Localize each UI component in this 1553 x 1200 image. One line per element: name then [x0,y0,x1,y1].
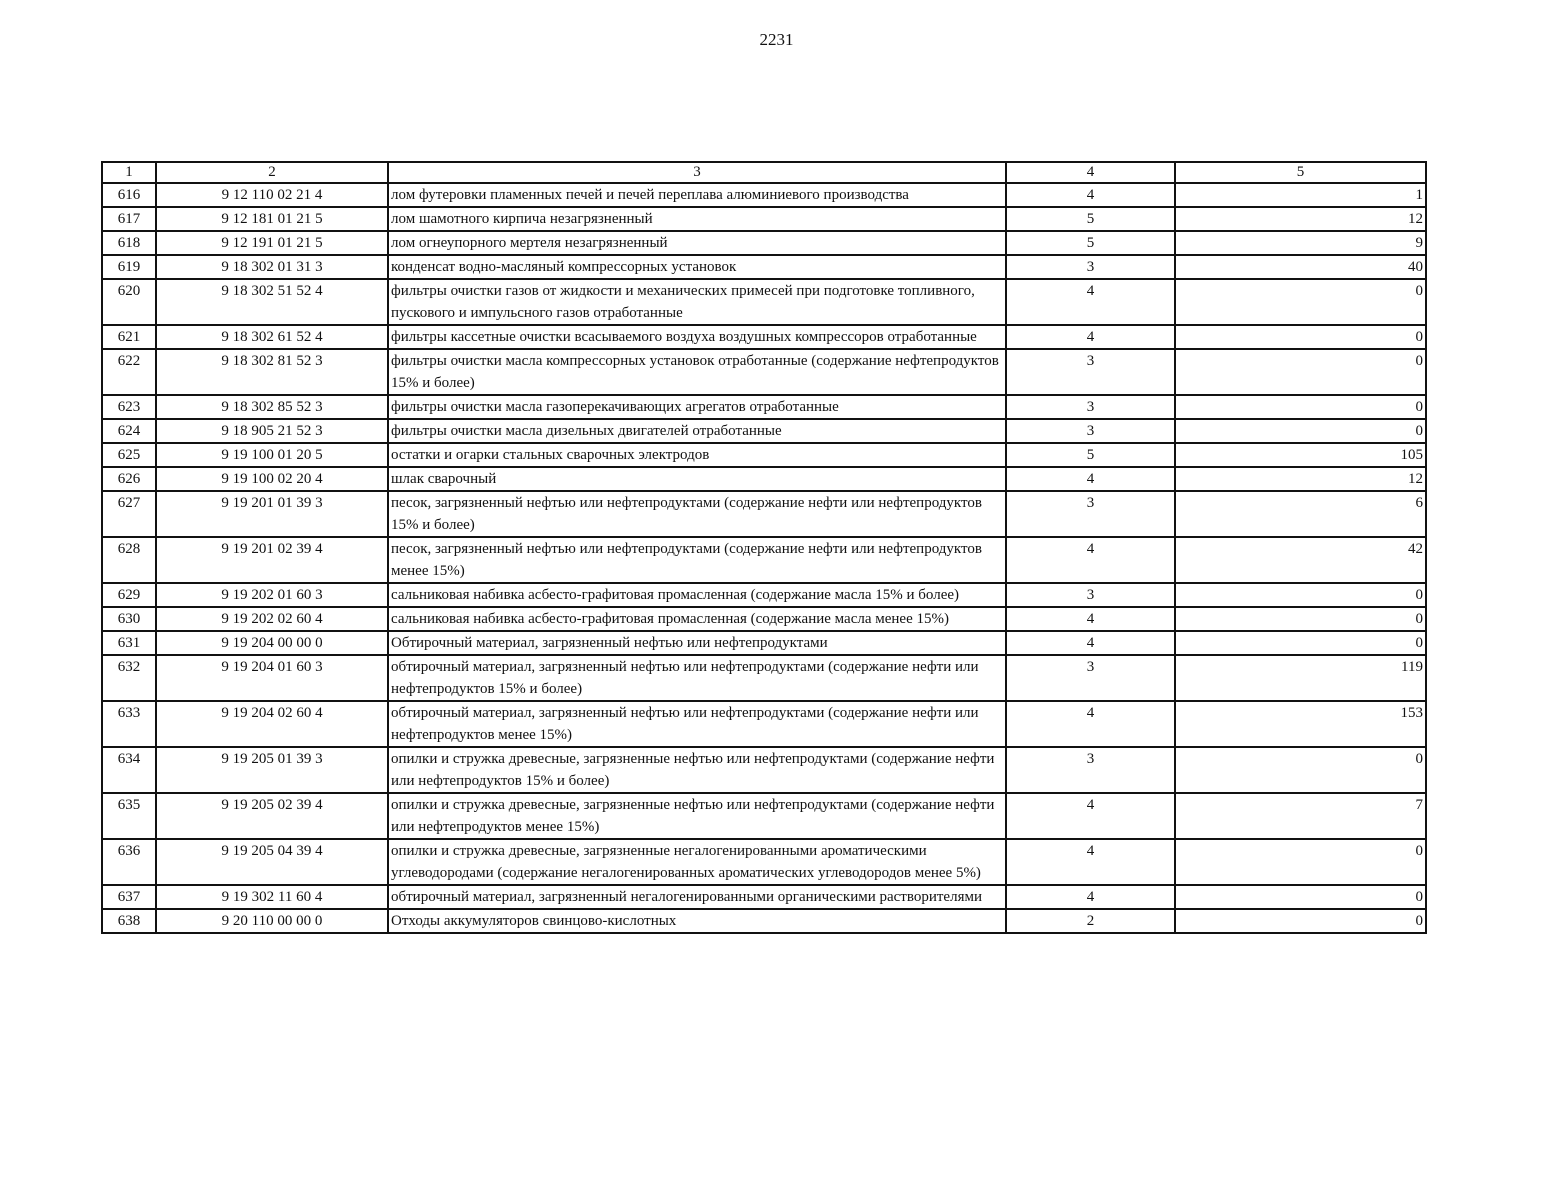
waste-code-cell: 9 18 302 81 52 3 [156,349,388,395]
hazard-class-cell: 4 [1006,607,1175,631]
table-row [102,491,1426,537]
hazard-class-cell: 4 [1006,325,1175,349]
value-cell: 0 [1175,279,1426,325]
waste-code-cell: 9 20 110 00 00 0 [156,909,388,933]
row-number-cell: 632 [102,655,156,701]
waste-code-cell: 9 19 302 11 60 4 [156,885,388,909]
table-row [102,467,1426,491]
table-row [102,279,1426,325]
waste-name-cell: опилки и стружка древесные, загрязненные нефтью или нефтепродуктами (содержание нефти или нефтепродуктов менее 15%) [388,793,1006,839]
value-cell: 0 [1175,631,1426,655]
waste-name-cell: Отходы аккумуляторов свинцово-кислотных [388,909,1006,933]
hazard-class-cell: 3 [1006,747,1175,793]
table-row [102,909,1426,933]
hazard-class-cell: 4 [1006,537,1175,583]
row-number-cell: 623 [102,395,156,419]
waste-name-cell: обтирочный материал, загрязненный негалогенированными органическими растворителями [388,885,1006,909]
waste-code-cell: 9 19 204 02 60 4 [156,701,388,747]
table-row [102,395,1426,419]
column-header-1: 1 [102,162,156,183]
waste-code-cell: 9 18 302 51 52 4 [156,279,388,325]
value-cell: 119 [1175,655,1426,701]
row-number-cell: 617 [102,207,156,231]
value-cell: 0 [1175,325,1426,349]
waste-name-cell: Обтирочный материал, загрязненный нефтью или нефтепродуктами [388,631,1006,655]
waste-name-cell: песок, загрязненный нефтью или нефтепродуктами (содержание нефти или нефтепродуктов 15% и более) [388,491,1006,537]
value-cell: 0 [1175,395,1426,419]
row-number-cell: 635 [102,793,156,839]
row-number-cell: 636 [102,839,156,885]
hazard-class-cell: 3 [1006,655,1175,701]
header-row [102,162,1426,183]
table-row [102,537,1426,583]
row-number-cell: 627 [102,491,156,537]
table-row [102,885,1426,909]
hazard-class-cell: 4 [1006,701,1175,747]
waste-name-cell: сальниковая набивка асбесто-графитовая промасленная (содержание масла менее 15%) [388,607,1006,631]
row-number-cell: 616 [102,183,156,207]
waste-code-cell: 9 18 302 85 52 3 [156,395,388,419]
waste-name-cell: опилки и стружка древесные, загрязненные нефтью или нефтепродуктами (содержание нефти или нефтепродуктов 15% и более) [388,747,1006,793]
waste-code-cell: 9 18 302 61 52 4 [156,325,388,349]
value-cell: 40 [1175,255,1426,279]
waste-name-cell: опилки и стружка древесные, загрязненные негалогенированными ароматическими углеводородами (содержание негалогенированных ароматических углеводородов менее 5%) [388,839,1006,885]
waste-code-cell: 9 19 100 01 20 5 [156,443,388,467]
column-header-2: 2 [156,162,388,183]
value-cell: 12 [1175,207,1426,231]
hazard-class-cell: 3 [1006,583,1175,607]
row-number-cell: 633 [102,701,156,747]
hazard-class-cell: 4 [1006,793,1175,839]
waste-code-cell: 9 19 204 00 00 0 [156,631,388,655]
hazard-class-cell: 3 [1006,349,1175,395]
waste-name-cell: обтирочный материал, загрязненный нефтью или нефтепродуктами (содержание нефти или нефтепродуктов менее 15%) [388,701,1006,747]
value-cell: 6 [1175,491,1426,537]
waste-registry-table [101,161,1427,934]
hazard-class-cell: 4 [1006,183,1175,207]
row-number-cell: 631 [102,631,156,655]
waste-code-cell: 9 19 202 01 60 3 [156,583,388,607]
waste-name-cell: конденсат водно-масляный компрессорных установок [388,255,1006,279]
waste-code-cell: 9 19 205 04 39 4 [156,839,388,885]
value-cell: 7 [1175,793,1426,839]
waste-code-cell: 9 12 191 01 21 5 [156,231,388,255]
row-number-cell: 618 [102,231,156,255]
hazard-class-cell: 2 [1006,909,1175,933]
waste-name-cell: шлак сварочный [388,467,1006,491]
hazard-class-cell: 3 [1006,255,1175,279]
value-cell: 0 [1175,885,1426,909]
column-header-3: 3 [388,162,1006,183]
table-row [102,443,1426,467]
value-cell: 0 [1175,419,1426,443]
hazard-class-cell: 3 [1006,395,1175,419]
hazard-class-cell: 4 [1006,631,1175,655]
waste-name-cell: фильтры очистки масла компрессорных установок отработанные (содержание нефтепродуктов 15% и более) [388,349,1006,395]
hazard-class-cell: 3 [1006,419,1175,443]
value-cell: 1 [1175,183,1426,207]
hazard-class-cell: 4 [1006,279,1175,325]
table-row [102,419,1426,443]
table-row [102,839,1426,885]
value-cell: 0 [1175,349,1426,395]
row-number-cell: 626 [102,467,156,491]
waste-code-cell: 9 18 905 21 52 3 [156,419,388,443]
row-number-cell: 619 [102,255,156,279]
table-row [102,631,1426,655]
table-row [102,701,1426,747]
waste-code-cell: 9 19 205 02 39 4 [156,793,388,839]
hazard-class-cell: 4 [1006,885,1175,909]
row-number-cell: 637 [102,885,156,909]
waste-name-cell: фильтры очистки масла дизельных двигателей отработанные [388,419,1006,443]
row-number-cell: 638 [102,909,156,933]
row-number-cell: 621 [102,325,156,349]
table-row [102,325,1426,349]
table-row [102,183,1426,207]
waste-name-cell: лом футеровки пламенных печей и печей переплава алюминиевого производства [388,183,1006,207]
table-body [102,183,1426,933]
waste-name-cell: фильтры кассетные очистки всасываемого воздуха воздушных компрессоров отработанные [388,325,1006,349]
table-row [102,349,1426,395]
hazard-class-cell: 3 [1006,491,1175,537]
waste-code-cell: 9 19 201 02 39 4 [156,537,388,583]
waste-code-cell: 9 12 181 01 21 5 [156,207,388,231]
row-number-cell: 634 [102,747,156,793]
row-number-cell: 622 [102,349,156,395]
row-number-cell: 630 [102,607,156,631]
table-row [102,793,1426,839]
hazard-class-cell: 4 [1006,839,1175,885]
hazard-class-cell: 5 [1006,207,1175,231]
table-row [102,207,1426,231]
hazard-class-cell: 5 [1006,443,1175,467]
row-number-cell: 628 [102,537,156,583]
value-cell: 9 [1175,231,1426,255]
value-cell: 0 [1175,909,1426,933]
waste-name-cell: фильтры очистки масла газоперекачивающих агрегатов отработанные [388,395,1006,419]
waste-code-cell: 9 19 201 01 39 3 [156,491,388,537]
waste-name-cell: лом шамотного кирпича незагрязненный [388,207,1006,231]
page-number: 2231 [759,30,794,49]
table-row [102,255,1426,279]
waste-code-cell: 9 12 110 02 21 4 [156,183,388,207]
waste-code-cell: 9 19 205 01 39 3 [156,747,388,793]
row-number-cell: 624 [102,419,156,443]
table-row [102,231,1426,255]
waste-name-cell: сальниковая набивка асбесто-графитовая промасленная (содержание масла 15% и более) [388,583,1006,607]
value-cell: 105 [1175,443,1426,467]
table-row [102,607,1426,631]
waste-name-cell: остатки и огарки стальных сварочных электродов [388,443,1006,467]
value-cell: 153 [1175,701,1426,747]
waste-name-cell: обтирочный материал, загрязненный нефтью или нефтепродуктами (содержание нефти или нефтепродуктов 15% и более) [388,655,1006,701]
value-cell: 0 [1175,583,1426,607]
row-number-cell: 629 [102,583,156,607]
table-row [102,655,1426,701]
waste-name-cell: песок, загрязненный нефтью или нефтепродуктами (содержание нефти или нефтепродуктов менее 15%) [388,537,1006,583]
row-number-cell: 625 [102,443,156,467]
waste-code-cell: 9 19 202 02 60 4 [156,607,388,631]
value-cell: 42 [1175,537,1426,583]
waste-code-cell: 9 19 204 01 60 3 [156,655,388,701]
table-row [102,747,1426,793]
hazard-class-cell: 5 [1006,231,1175,255]
value-cell: 0 [1175,747,1426,793]
waste-name-cell: лом огнеупорного мертеля незагрязненный [388,231,1006,255]
row-number-cell: 620 [102,279,156,325]
column-header-5: 5 [1175,162,1426,183]
value-cell: 12 [1175,467,1426,491]
hazard-class-cell: 4 [1006,467,1175,491]
table-row [102,583,1426,607]
waste-name-cell: фильтры очистки газов от жидкости и механических примесей при подготовке топливного, пускового и импульсного газов отработанные [388,279,1006,325]
value-cell: 0 [1175,839,1426,885]
waste-code-cell: 9 18 302 01 31 3 [156,255,388,279]
column-header-4: 4 [1006,162,1175,183]
value-cell: 0 [1175,607,1426,631]
waste-code-cell: 9 19 100 02 20 4 [156,467,388,491]
